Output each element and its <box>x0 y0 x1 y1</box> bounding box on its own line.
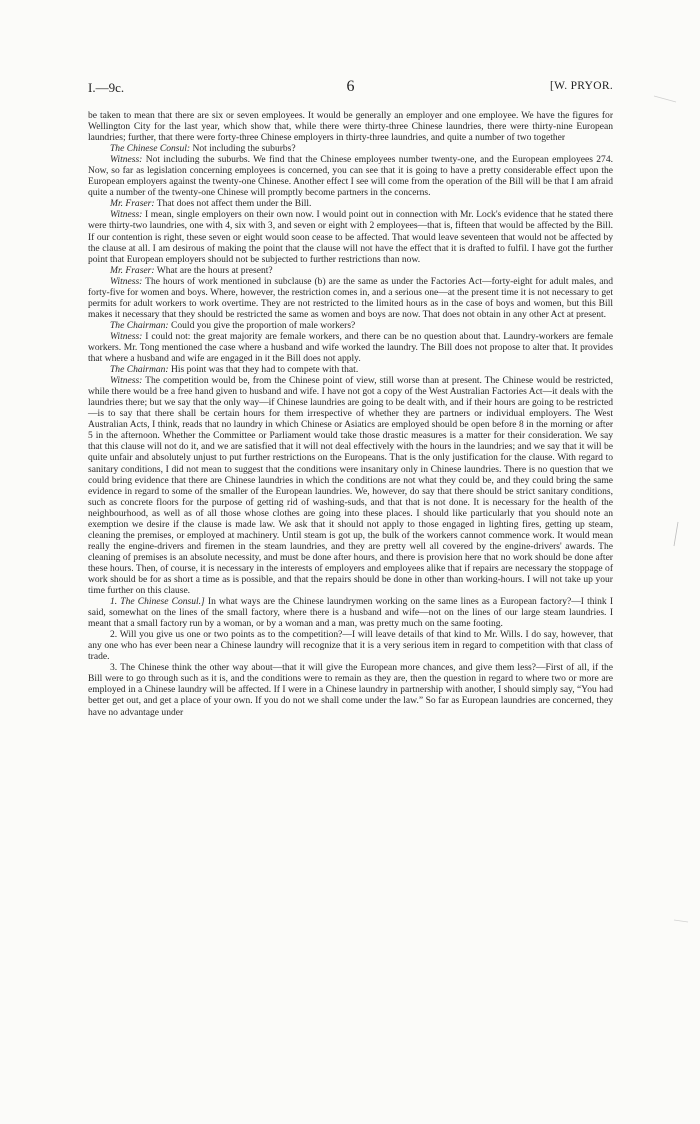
witness-name: [W. PRYOR. <box>550 80 613 92</box>
paragraph-text: In what ways are the Chinese laundrymen working on the same lines as a European factory?—I think I said, somewhat on the lines of the small factory, where there is a husband and wife—not on the lines of our large steam laundries. I meant that a small factory run by a woman, or by a woman and a man, was pretty much on the same footing. <box>88 596 613 630</box>
speaker-label: Mr. Fraser: <box>110 198 155 210</box>
paragraph <box>88 154 613 198</box>
margin-mark-icon <box>652 88 682 108</box>
paragraph-text: That does not affect them under the Bill. <box>154 198 312 210</box>
paragraph-text: Not including the suburbs. We find that the Chinese employees number twenty-one, and the European employees 274. Now, so far as legislation concerning employees is concerned, you can see that it is going to have a pretty considerable effect upon the European employers against the twenty-one Chinese. Another effect I see will come from the operation of the Bill will be that I am afraid quite a number of the twenty-one Chinese will promptly become partners in the concerns. <box>88 154 613 199</box>
margin-tick-icon <box>668 520 684 550</box>
speaker-label: Witness: <box>110 275 143 287</box>
speaker-label: Witness: <box>110 375 143 387</box>
paragraph-text: What are the hours at present? <box>154 264 273 276</box>
paragraph <box>88 331 613 364</box>
speaker-label: The Chinese Consul: <box>110 143 191 155</box>
paragraph-text: The competition would be, from the Chinese point of view, still worse than at present. The Chinese would be restricted, while there would be a free hand given to husband and wife. I have not got a copy of the West Australian Factories Act—it deals with the laundries there; but we say that the only way—if Chinese laundries are going to be dealt with, and if their hours are going to be restricted—is to say that there shall be certain hours for them irrespective of whether they are partners or individual employers. The West Australian Acts, I think, reads that no laundry in which Chinese or Asiatics are employed should be open before 8 in the morning or after 5 in the afternoon. Whether the Committee or Parliament would take those drastic measures is a matter for their consideration. We say that this clause will not do it, and we are satisfied that it will not deal effectively with the hours in the laundries; and we say that it will be quite unfair and absolutely unjust to put further restrictions on the Europeans. That is the only justification for the clause. With regard to sanitary conditions, I did not mean to suggest that the conditions were insanitary only in Chinese laundries. There is no question that we could bring evidence that there are Chinese laundries in which the conditions are not what they could be, and they could bring the same evidence in regard to some of the smaller of the European laundries. We, however, do say that there should be strict sanitary conditions, such as concrete floors for the purpose of getting rid of washing-suds, and that that is not done. It is necessary for the health of the neighbourhood, as well as of all those whose clothes are going into these places. I should like particularly that you should note an exemption we desire if the clause is made law. We ask that it should not apply to those engaged in lighting fires, getting up steam, cleaning the premises, or employed at machinery. Until steam is got up, the bulk of the workers cannot commence work. It would mean really the engine-drivers and firemen in the steam laundries, and they are pretty well all covered by the engine-drivers' awards. The cleaning of premises is an absolute necessity, and must be done after hours, and there is provision here that no work should be done after these hours. Then, of course, it is necessary in the interests of employers and employees alike that if repairs are necessary the stoppage of work should be for as short a time as is possible, and that the repairs should be done in other than working-hours. I will not take up your time further on this clause. <box>88 375 613 597</box>
speaker-label: The Chairman: <box>110 319 169 331</box>
speaker-label: Witness: <box>110 209 143 221</box>
paragraph <box>88 110 613 143</box>
paragraph-text: 3. The Chinese think the other way about—that it will give the European more chances, and give them less?—First of all, if the Bill were to go through such as it is, and the conditions were to remain as they are, then the question in regard to where two or more are employed in a Chinese laundry will be affected. If I were in a Chinese laundry in partnership with another, I should simply say, “You had better get out, and get a place of your own. If you do not we shall come under the law.” So far as European laundries are concerned, they have no advantage under <box>88 662 613 718</box>
speaker-label: 1. The Chinese Consul.] <box>110 596 205 608</box>
paragraph-text: Could you give the proportion of male workers? <box>168 319 356 331</box>
paragraph-text: I mean, single employers on their own now. I would point out in connection with Mr. Lock's evidence that he stated there were thirty-two laundries, one with 4, six with 3, and seven or eight with 2 employees—that is, fifteen that would be affected by the Bill. If our contention is right, these seven or eight would soon cease to be affected. That would leave seventeen that would not be affected by the clause at all. I am desirous of making the point that the clause will not have the effect that it is drafted to fulfil. I have got the further point that European employers should not be subjected to further restrictions than now. <box>88 209 613 265</box>
speaker-label: Witness: <box>110 154 143 166</box>
document-reference: I.—9c. <box>88 80 125 95</box>
speaker-label: The Chairman: <box>110 364 169 376</box>
paragraph <box>88 320 613 331</box>
paragraph-text: The hours of work mentioned in subclause (b) are the same as under the Factories Act—forty-eight for adult males, and forty-five for women and boys. Where, however, the restriction comes in, and a serious one—at the present time it is not necessary to get permits for adult workers to work overtime. They are not restricted to the limited hours as in the case of boys and women, but this Bill makes it necessary that they should be restricted the same as women and boys are now. That does not obtain in any other Act at present. <box>88 275 613 320</box>
paragraph <box>88 629 613 662</box>
paragraph <box>88 662 613 717</box>
speaker-label: Witness: <box>110 330 143 342</box>
paragraph-text: I could not: the great majority are female workers, and there can be no question about that. Laundry-workers are female workers. Mr. Tong mentioned the case where a husband and wife worked the laundry. The Bill does not propose to alter that. It provides that where a husband and wife are engaged in it the Bill does not apply. <box>88 330 613 365</box>
paragraph <box>88 364 613 375</box>
page-header <box>88 80 613 98</box>
speaker-label: Mr. Fraser: <box>110 264 155 276</box>
paragraph <box>88 265 613 276</box>
paragraph-text: His point was that they had to compete with that. <box>168 364 359 376</box>
page-number: 6 <box>346 78 355 95</box>
paragraph <box>88 143 613 154</box>
paragraph <box>88 596 613 629</box>
paragraph-text: be taken to mean that there are six or seven employees. It would be generally an employer and one employee. We have the figures for Wellington City for the last year, which show that, while there were thirty-three Chinese laundries, there were thirty-nine European laundries; further, that there were forty-three Chinese employers in thirty-three laundries, and quite a number of two together <box>88 110 613 144</box>
paragraph-text: 2. Will you give us one or two points as to the competition?—I will leave details of that kind to Mr. Wills. I do say, however, that any one who has ever been near a Chinese laundry will recognize that it is a very serious item in regard to competition with that class of trade. <box>88 629 613 663</box>
paragraph-text: Not including the suburbs? <box>190 143 296 155</box>
margin-dash-icon <box>672 910 692 930</box>
paragraph <box>88 276 613 320</box>
paragraph <box>88 209 613 264</box>
evidence-text <box>88 110 613 718</box>
paragraph <box>88 375 613 596</box>
paragraph <box>88 198 613 209</box>
